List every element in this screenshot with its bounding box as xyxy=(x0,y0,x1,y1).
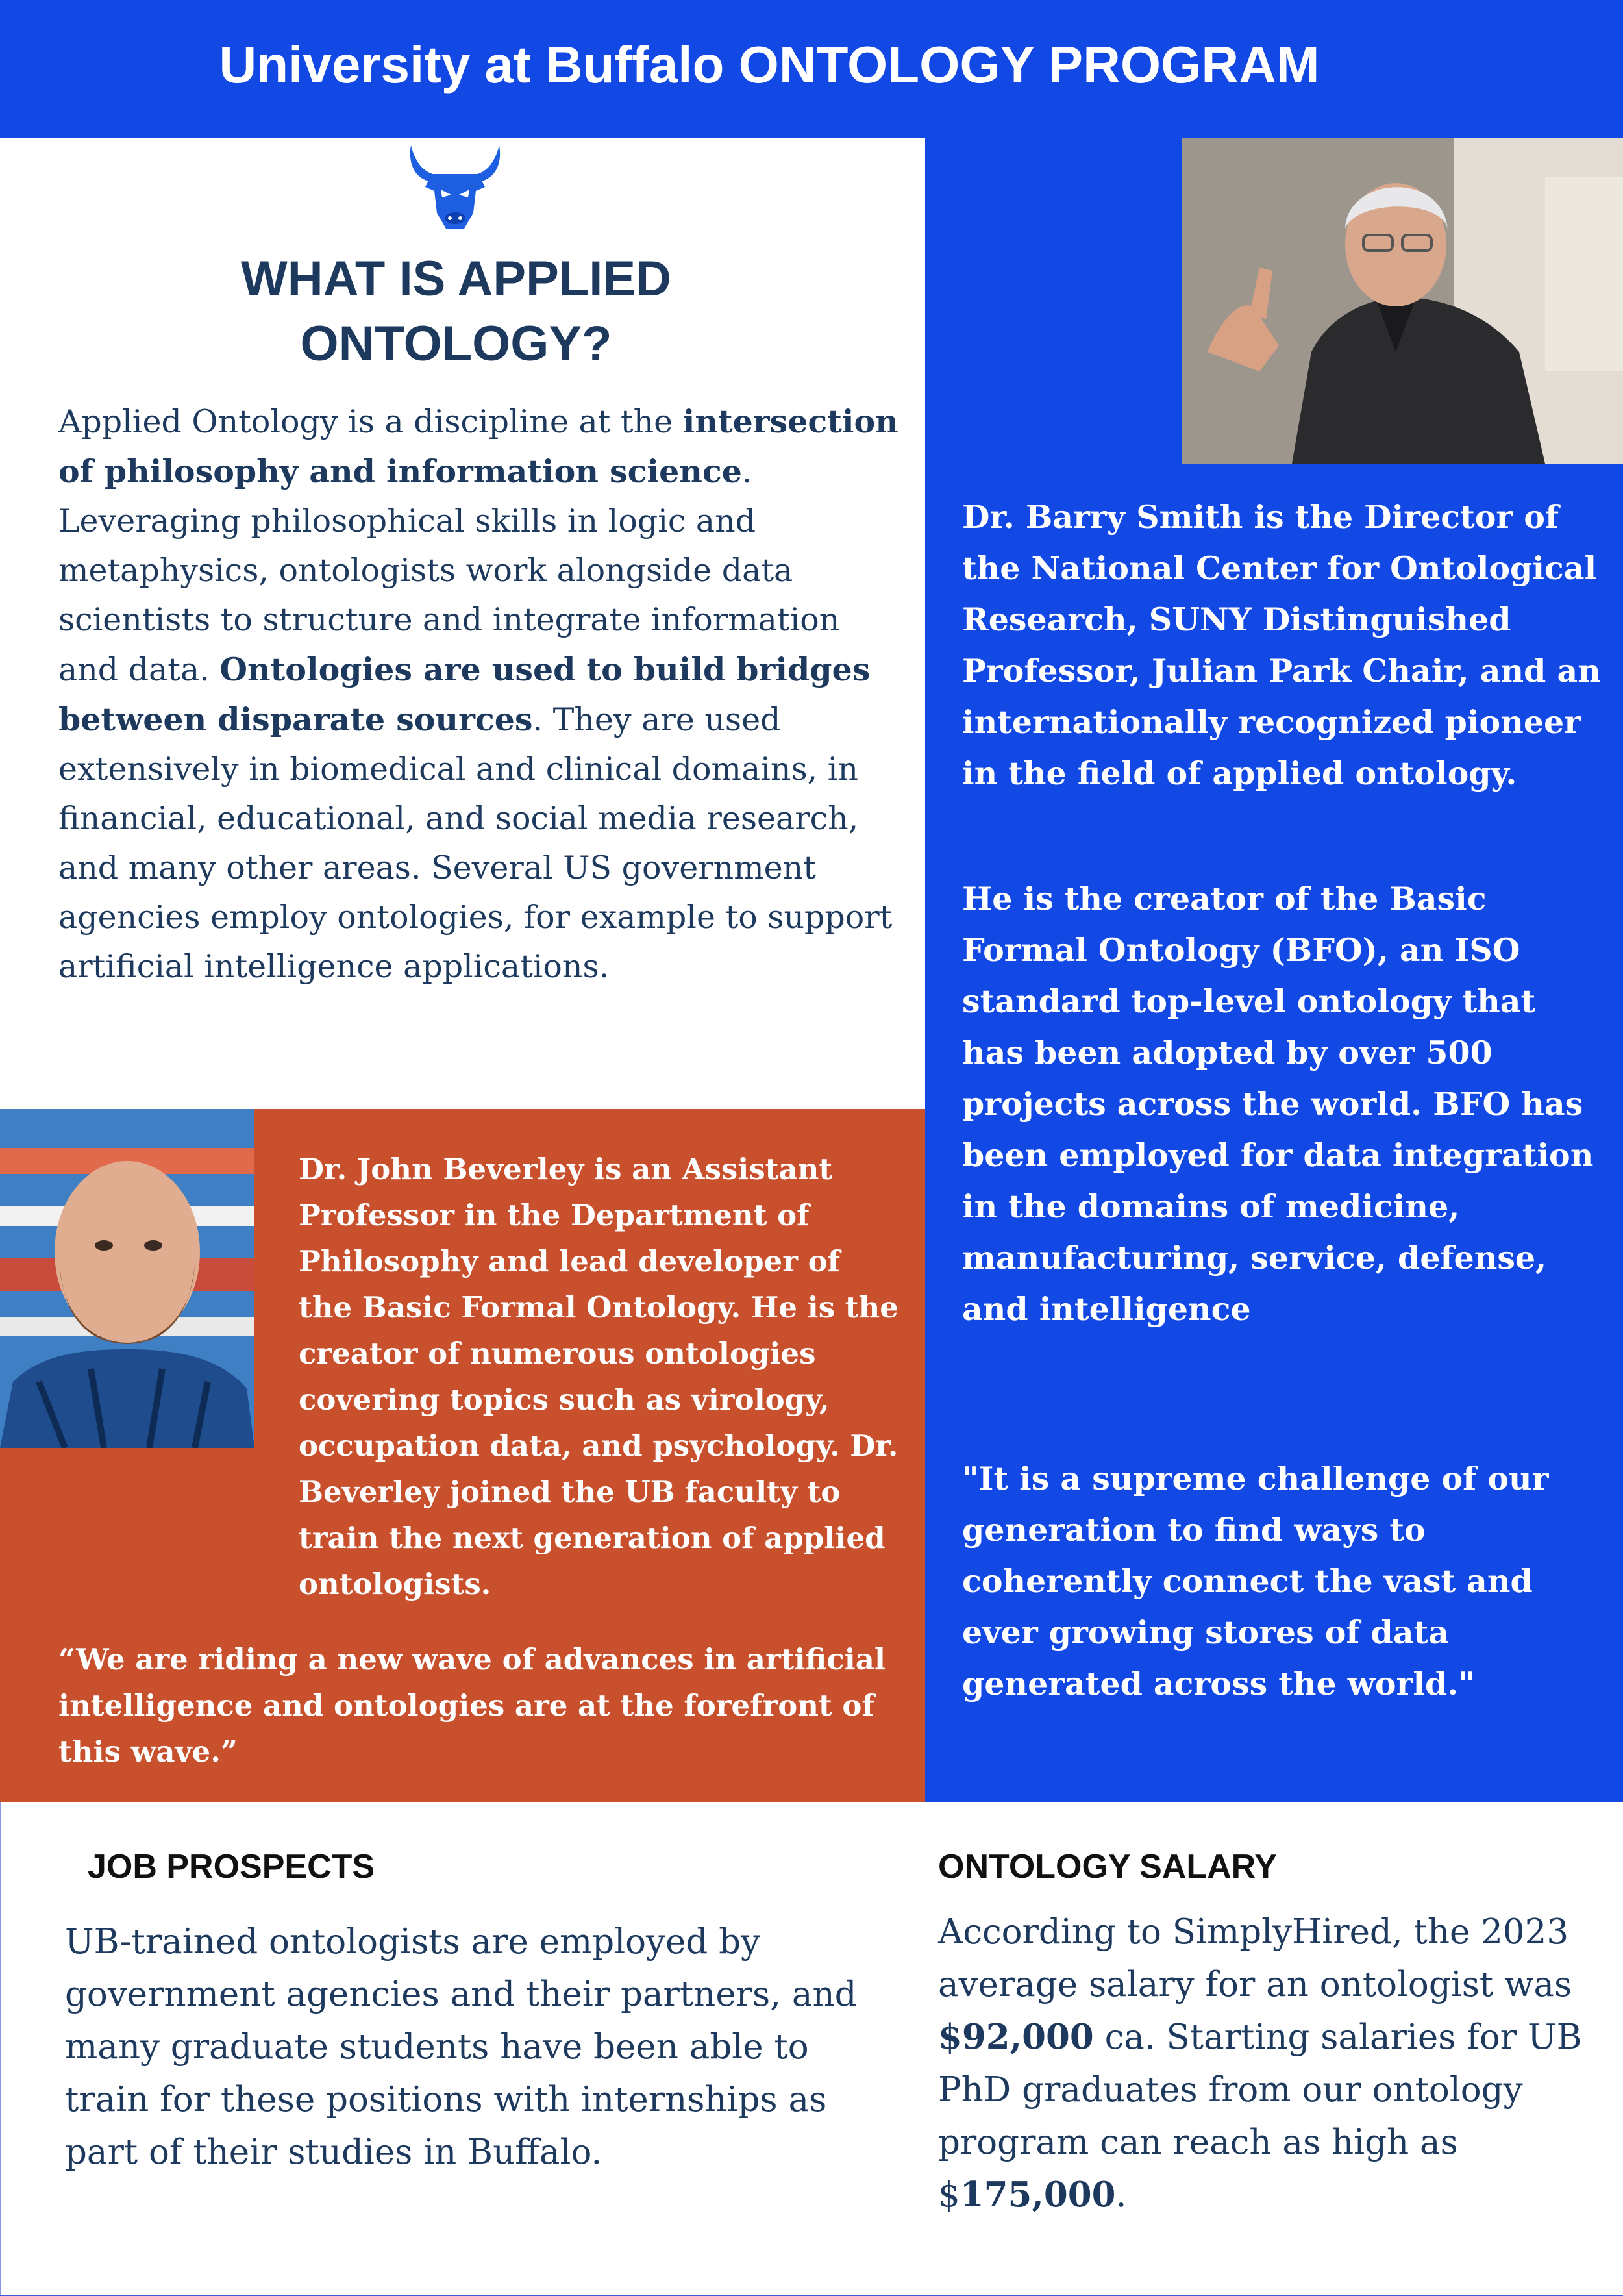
intro-emphasis: intersection of philosophy and information science xyxy=(58,403,898,490)
smith-quote: "It is a supreme challenge of our generation to find ways to coherently connect the vast and ever growing stores of data generated across the world." xyxy=(962,1460,1549,1703)
salary-text-part: According to SimplyHired, the 2023 average salary for an ontologist was xyxy=(938,1912,1572,2004)
salary-text-part: . xyxy=(1115,2175,1127,2215)
smith-bio: Dr. Barry Smith is the Director of the National Center for Ontological Research, SUNY Distinguished Professor, Julian Park Chair, and an internationally recognized pioneer in the field of applied ontology. xyxy=(962,498,1601,792)
job-prospects-heading: JOB PROSPECTS xyxy=(88,1848,375,1886)
job-prospects-text: UB-trained ontologists are employed by government agencies and their partners, and many graduate students have been able to train for these positions with internships as part of their studies in Buffalo. xyxy=(65,1922,857,2172)
what-is-ontology-heading: WHAT IS APPLIED ONTOLOGY? xyxy=(241,251,671,371)
salary-text-part: ca. Starting salaries for UB PhD graduates from our ontology program can reach as high as $ xyxy=(938,2017,1582,2215)
barry-smith-photo xyxy=(1182,138,1623,464)
intro-emphasis: Ontologies are used to build bridges between disparate sources xyxy=(58,651,871,738)
salary-text xyxy=(938,1906,1594,2221)
divider xyxy=(0,1802,1,2296)
intro-text: Applied Ontology is a discipline at the xyxy=(58,403,683,440)
intro-paragraph xyxy=(58,397,902,992)
intro-text: . They are used extensively in biomedical and clinical domains, in financial, educational, and social media research, and many other areas. Several US government agencies employ ontologies, for example to support artificial intelligence applications. xyxy=(58,701,893,985)
bull-icon xyxy=(406,142,504,232)
beverley-bio: Dr. John Beverley is an Assistant Professor in the Department of Philosophy and lead developer of the Basic Formal Ontology. He is the creator of numerous ontologies covering topics such as virology, occupation data, and psychology. Dr. Beverley joined the UB faculty to train the next generation of applied ontologists. xyxy=(299,1152,898,1601)
salary-average: $92,000 xyxy=(938,2017,1094,2057)
smith-bfo-text: He is the creator of the Basic Formal Ontology (BFO), an ISO standard top-level ontology that has been adopted by over 500 projects across the world. BFO has been employed for data integration in the domains of medicine, manufacturing, service, defense, and intelligence xyxy=(962,880,1594,1328)
salary-max: 175,000 xyxy=(960,2175,1116,2215)
page-title: University at Buffalo ONTOLOGY PROGRAM xyxy=(219,36,1320,94)
intro-text: . Leveraging philosophical skills in logic and metaphysics, ontologists work alongside data scientists to structure and integrate information and data. xyxy=(58,453,840,688)
john-beverley-photo xyxy=(0,1109,254,1448)
salary-heading: ONTOLOGY SALARY xyxy=(938,1848,1277,1886)
beverley-quote: “We are riding a new wave of advances in artificial intelligence and ontologies are at the forefront of this wave.” xyxy=(58,1642,886,1769)
